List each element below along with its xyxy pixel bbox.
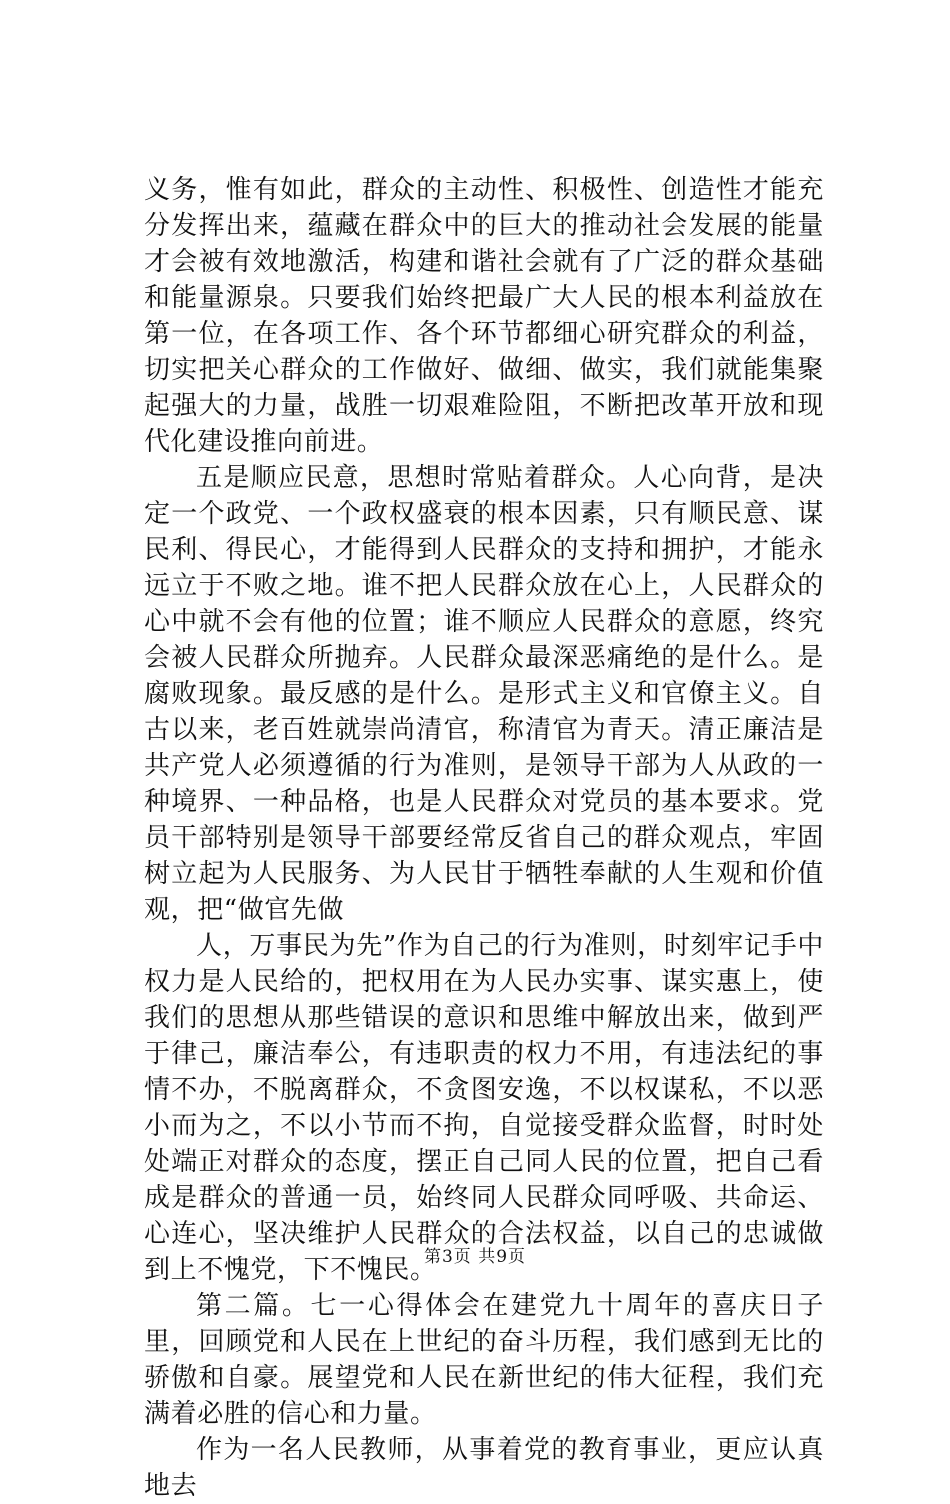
paragraph-4: 第二篇。七一心得体会在建党九十周年的喜庆日子里，回顾党和人民在上世纪的奋斗历程，我们感到无比的骄傲和自豪。展望党和人民在新世纪的伟大征程，我们充满着必胜的信心和力量。 [144, 1291, 824, 1429]
paragraph-2: 五是顺应民意，思想时常贴着群众。人心向背，是决定一个政党、一个政权盛衰的根本因素，只有顺民意、谋民利、得民心，才能得到人民群众的支持和拥护，才能永远立于不败之地。谁不把人民群众放在心上，人民群众的心中就不会有他的位置；谁不顺应人民群众的意愿，终究会被人民群众所抛弃。人民群众最深恶痛绝的是什么。是腐败现象。最反感的是什么。是形式主义和官僚主义。自古以来，老百姓就崇尚清官，称清官为青天。清正廉洁是共产党人必须遵循的行为准则，是领导干部为人从政的一种境界、一种品格，也是人民群众对党员的基本要求。党员干部特别是领导干部要经常反省自己的群众观点，牢固树立起为人民服务、为人民甘于牺牲奉献的人生观和价值观，把“做官先做 [144, 463, 824, 925]
paragraph-5: 作为一名人民教师，从事着党的教育事业，更应认真地去 [144, 1435, 824, 1501]
paragraph-3: 人，万事民为先”作为自己的行为准则，时刻牢记手中权力是人民给的，把权用在为人民办实事、谋实惠上，使我们的思想从那些错误的意识和思维中解放出来，做到严于律己，廉洁奉公，有违职责的权力不用，有违法纪的事情不办，不脱离群众，不贪图安逸，不以权谋私，不以恶小而为之，不以小节而不拘，自觉接受群众监督，时时处处端正对群众的态度，摆正自己同人民的位置，把自己看成是群众的普通一员，始终同人民群众同呼吸、共命运、心连心，坚决维护人民群众的合法权益，以自己的忠诚做到上不愧党，下不愧民。 [144, 931, 824, 1285]
document-body [144, 172, 824, 1504]
page-number-footer: 第3页 共9页 [423, 1247, 527, 1267]
paragraph-1: 义务，惟有如此，群众的主动性、积极性、创造性才能充分发挥出来，蕴藏在群众中的巨大的推动社会发展的能量才会被有效地激活，构建和谐社会就有了广泛的群众基础和能量源泉。只要我们始终把最广大人民的根本利益放在第一位，在各项工作、各个环节都细心研究群众的利益，切实把关心群众的工作做好、做细、做实，我们就能集聚起强大的力量，战胜一切艰难险阻，不断把改革开放和现代化建设推向前进。 [144, 175, 824, 457]
